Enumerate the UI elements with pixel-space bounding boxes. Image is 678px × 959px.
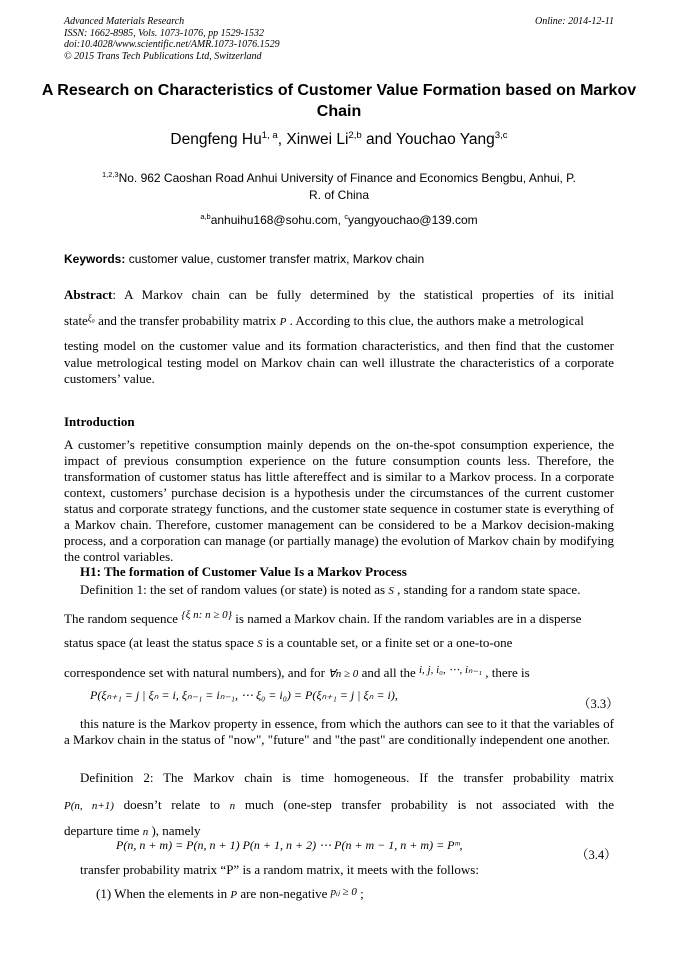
definition-text: ), namely [148,823,201,838]
keywords [64,252,424,266]
definition-text: departure time [64,823,143,838]
math-transfer-matrix: P(n, n+1) [64,800,114,812]
definition-1-conclusion: this nature is the Markov property in essence, from which the authors can see to it that the variables of a Markov chain in the status of "now", "future" and "the past" are conditionally independent one another. [64,716,614,747]
email-link[interactable]: anhuihu168@sohu.com [210,213,338,227]
definition-2-line [64,797,614,813]
math-n: n [142,826,149,838]
author-list [0,131,678,149]
definition-text: and all the [358,665,419,680]
abstract-line [64,287,614,303]
author-emails [0,213,678,227]
hypothesis-heading: H1: The formation of Customer Value Is a Markov Process [80,564,407,579]
author-superscript: 3,c [494,129,508,141]
condition-1 [96,885,364,902]
definition-text: is named a Markov chain. If the random variables are in a disperse [232,611,582,626]
author-name: Xinwei Li [286,131,349,148]
equation-text: P(ξₙ₊₁ = j | ξₙ = i, ξₙ₋₁ = iₙ₋₁, ⋯ ξ₀ = i₀) = P(ξₙ₊₁ = j | ξₙ = i) [90,688,395,702]
definition-1-line [64,609,581,627]
introduction-paragraph: A customer’s repetitive consumption mainly depends on the on-the-spot consumption experience, the impact of previous consumption experience on the future consumption counts less. Therefore, the transformation of customer status has little aftereffect and is similar to a Markov process. In a corporate context, customers’ purchase decision is a hypothesis under the circumstances of the current customer status and corporate strategy functions, and the customer state sequence in costumer state is everything of a Markov chain. Therefore, customer management can be considered to be a Markov decision-making process, and a corporation can manage (or partially manage) the evolution of Markov chain by modifying the control variables. [64,437,614,564]
math-indices: i, j, i₀, ⋯, iₙ₋₁ [418,664,483,676]
abstract-text: . According to this clue, the authors make a metrological [286,313,584,328]
definition-text: much (one-step transfer probability is not associated with the [235,797,614,812]
email-separator: , [337,213,345,227]
author-name: Dengfeng Hu [170,131,262,148]
equation-3-4 [116,838,463,853]
math-S: S [257,638,263,650]
author-separator: , [277,131,287,148]
equation-comma: , [459,838,463,852]
email-superscript: c [344,212,349,221]
author-superscript: 2,b [348,129,362,141]
equation-number: （3.3） [578,697,619,711]
definition-text: are non-negative [237,886,331,901]
journal-header [64,16,280,62]
email-superscript: a,b [200,212,211,221]
abstract-label: Abstract [64,287,113,302]
definition-1-line [80,582,580,598]
math-pij: pᵢⱼ ≥ 0 [330,886,357,898]
definition-text: correspondence set with natural numbers), and for [64,665,329,680]
definition-text: (1) When the elements in [96,886,231,901]
definition-2-line: Definition 2: The Markov chain is time homogeneous. If the transfer probability matrix [80,770,614,785]
affiliation [96,170,582,204]
equation-3-3 [90,688,398,703]
abstract-text: : A Markov chain can be fully determined by the statistical properties of its initial [112,287,614,302]
definition-2-line: transfer probability matrix “P” is a random matrix, it meets with the follows: [80,862,479,877]
definition-text: The random sequence [64,611,182,626]
definition-text: status space (at least the status space [64,635,258,650]
issn-line: ISSN: 1662-8985, Vols. 1073-1076, pp 1529-1532 [64,27,264,39]
keywords-text: customer value, customer transfer matrix, Markov chain [125,252,425,266]
definition-text: doesn’t relate to [113,797,230,812]
abstract-text: and the transfer probability matrix [94,313,280,328]
equation-number: （3.4） [576,848,617,862]
definition-text: Definition 1: the set of random values (or state) is noted as [80,582,389,597]
math-xi0: ξ₀ [87,313,95,323]
definition-text: ; [356,886,364,901]
definition-text: is a countable set, or a finite set or a one-to-one [262,635,513,650]
paper-title: A Research on Characteristics of Customer Value Formation based on Markov Chain [41,82,637,120]
equation-text: P(n, n + m) = P(n, n + 1) P(n + 1, n + 2) ⋯ P(n + m − 1, n + m) = Pᵐ [116,838,460,852]
math-n: n [229,800,236,812]
abstract [64,287,614,388]
definition-1-line [64,663,530,681]
online-date: Online: 2014-12-11 [535,16,614,27]
author-name: Youchao Yang [395,131,495,148]
definition-2-line [64,823,201,839]
keywords-label: Keywords: [64,252,126,266]
abstract-line [64,313,614,329]
math-forall: ∀n ≥ 0 [328,668,359,680]
copyright-line: © 2015 Trans Tech Publications Ltd, Switzerland [64,50,262,62]
math-P: P [279,316,287,328]
math-sequence: {ξ n: n ≥ 0} [181,609,233,621]
doi-line: doi:10.4028/www.scientific.net/AMR.1073-1076.1529 [64,39,280,50]
section-heading-introduction: Introduction [64,414,135,429]
definition-text: , there is [482,665,530,680]
abstract-text: state [64,313,88,328]
math-S: S [388,585,394,597]
affiliation-superscript: 1,2,3 [102,170,119,179]
math-P: P [230,889,238,901]
author-separator: and [361,131,396,148]
author-superscript: 1, a [261,129,278,141]
journal-name: Advanced Materials Research [64,16,185,27]
email-link[interactable]: yangyouchao@139.com [348,213,478,227]
definition-1-line [64,635,512,651]
affiliation-text: No. 962 Caoshan Road Anhui University of Finance and Economics Bengbu, Anhui, P. R. of China [118,171,576,202]
abstract-text: testing model on the customer value and its formation characteristics, and then find that the customer value metrological testing model on Markov chain can well illustrate the characteristics of a corporate customers’ value. [64,338,614,386]
definition-text: , standing for a random state space. [393,582,581,597]
equation-comma: , [394,688,398,702]
